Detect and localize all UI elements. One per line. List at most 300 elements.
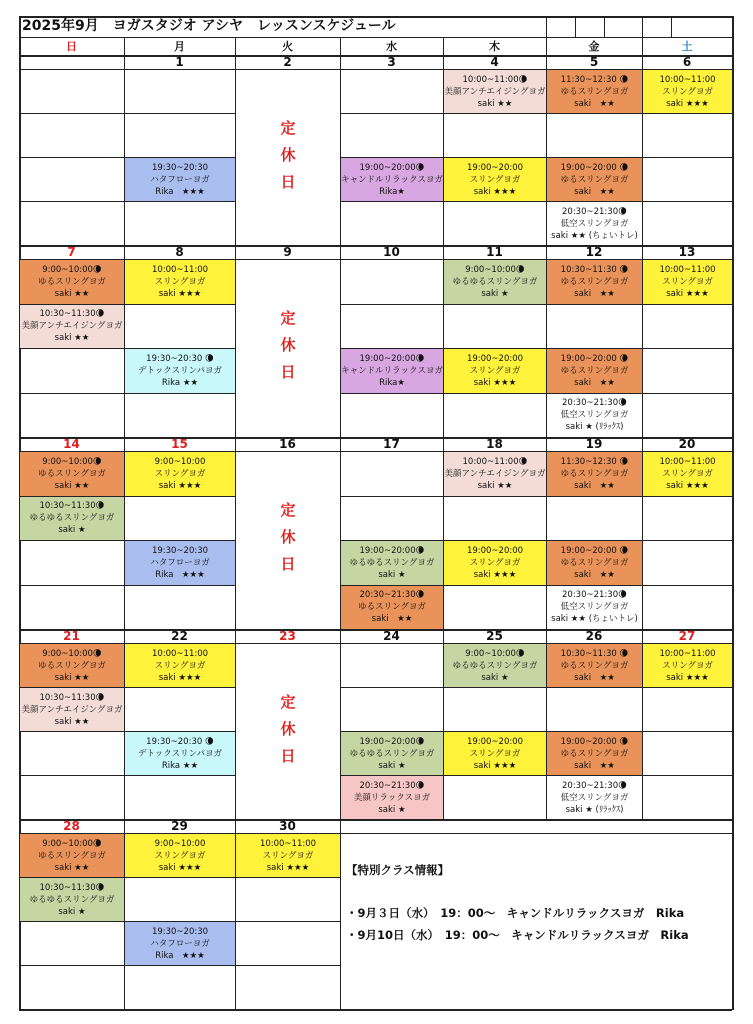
class-slot[interactable]	[125, 541, 235, 585]
class-name: ゆるゆるスリングヨガ	[349, 557, 435, 568]
class-instructor: saki ★ (ﾘﾗｯｸｽ)	[565, 804, 624, 815]
slot-line	[546, 113, 642, 114]
class-name: ゆるスリングヨガ	[560, 557, 629, 568]
class-name: ゆるスリングヨガ	[560, 276, 629, 287]
class-name: ゆるゆるスリングヨガ	[349, 748, 435, 759]
slot-line	[443, 775, 546, 776]
class-time: 19:00~20:00	[466, 545, 524, 556]
closed-char: 日	[280, 555, 296, 573]
day-number: 19	[585, 437, 603, 451]
day-number: 5	[589, 55, 599, 69]
class-slot[interactable]	[20, 688, 124, 731]
weekday-label: 火	[282, 40, 293, 53]
class-time: 19:00~20:00🌘	[359, 353, 425, 364]
class-instructor: saki ★	[481, 672, 509, 683]
class-time: 10:30~11:30 🌘	[560, 648, 629, 659]
class-time: 19:30~20:30	[151, 545, 209, 556]
slot-line	[642, 585, 732, 586]
class-slot[interactable]	[547, 158, 642, 201]
class-slot[interactable]	[20, 834, 124, 877]
class-instructor: saki ★★★	[473, 186, 517, 197]
slot-line	[642, 157, 732, 158]
class-time: 19:00~20:00 🌘	[560, 353, 629, 364]
special-class-item: ・9月３日（水） 19：00～ キャンドルリラックスヨガ Rika	[346, 906, 685, 920]
class-slot[interactable]	[547, 349, 642, 393]
class-name: 美顔アンチエイジングヨガ	[21, 321, 123, 332]
class-slot[interactable]	[547, 70, 642, 113]
slot-line	[19, 113, 124, 114]
class-name: キャンドルリラックスヨガ	[341, 174, 443, 185]
class-name: 低空スリングヨガ	[560, 218, 629, 229]
class-instructor: Rika ★★	[161, 377, 199, 388]
class-slot[interactable]	[444, 260, 546, 304]
class-instructor: saki ★★	[54, 672, 90, 683]
class-slot[interactable]	[444, 732, 546, 775]
class-slot[interactable]	[125, 349, 235, 393]
class-name: ゆるゆるスリングヨガ	[452, 276, 538, 287]
class-slot[interactable]	[125, 922, 235, 965]
slot-line	[340, 113, 443, 114]
class-instructor: saki ★★	[54, 716, 90, 727]
day-number: 14	[63, 437, 80, 451]
slot-line	[443, 496, 546, 497]
class-instructor: saki ★	[378, 804, 406, 815]
day-number: 21	[63, 629, 80, 643]
weekday-label: 土	[681, 40, 693, 53]
slot-line	[235, 877, 340, 878]
class-time: 11:30~12:30 🌘	[560, 74, 629, 85]
class-slot[interactable]	[236, 834, 340, 877]
slot-line	[124, 393, 235, 394]
slot-line	[443, 113, 546, 114]
class-time: 9:00~10:00🌘	[465, 648, 525, 659]
class-name: 美顔アンチエイジングヨガ	[21, 704, 123, 715]
class-instructor: saki ★	[481, 288, 509, 299]
class-name: スリングヨガ	[469, 365, 521, 376]
closed-char: 休	[280, 720, 296, 738]
class-slot[interactable]	[20, 452, 124, 496]
class-time: 10:00~11:00	[151, 264, 209, 275]
class-instructor: saki ★★★	[666, 672, 709, 683]
class-name: ゆるスリングヨガ	[560, 174, 629, 185]
class-name: 低空スリングヨガ	[560, 410, 629, 421]
class-slot[interactable]	[341, 732, 443, 775]
class-time: 20:30~21:30🌘	[562, 206, 627, 217]
day-number: 18	[486, 437, 503, 451]
day-number: 25	[486, 629, 503, 643]
class-instructor: saki ★★	[574, 569, 615, 580]
class-slot[interactable]	[341, 541, 443, 585]
class-name: 低空スリングヨガ	[560, 602, 629, 613]
slot-line	[642, 304, 732, 305]
class-time: 10:00~11:00	[259, 838, 317, 849]
slot-line	[340, 201, 443, 202]
class-time: 10:00~11:00	[659, 74, 716, 85]
class-name: スリングヨガ	[154, 850, 206, 861]
class-name: スリングヨガ	[662, 276, 713, 287]
slot-line	[124, 877, 235, 878]
class-time: 20:30~21:30🌘	[562, 780, 627, 791]
class-name: 美顔アンチエイジングヨガ	[444, 468, 546, 479]
slot-line	[642, 731, 732, 732]
class-time: 19:00~20:00	[466, 162, 524, 173]
slot-line	[124, 775, 235, 776]
class-slot[interactable]	[20, 497, 124, 541]
class-instructor: saki ★★★	[666, 480, 709, 491]
class-time: 19:30~20:30	[151, 162, 209, 173]
closed-day-marker	[235, 305, 341, 386]
class-time: 10:00~11:00🌘	[462, 74, 528, 85]
class-instructor: Rika ★★★	[155, 950, 205, 961]
class-slot[interactable]	[125, 158, 235, 201]
class-instructor: saki ★★	[574, 98, 615, 109]
day-number: 16	[279, 437, 296, 451]
class-name: ゆるスリングヨガ	[358, 602, 426, 613]
table-border-bottom	[19, 1009, 732, 1011]
title-cell-divider	[604, 16, 605, 37]
class-instructor: saki ★★	[477, 98, 513, 109]
slot-line	[19, 921, 124, 922]
class-slot[interactable]	[341, 158, 443, 201]
class-name: スリングヨガ	[469, 174, 521, 185]
class-time: 19:30~20:30 🌘	[146, 736, 214, 747]
class-slot[interactable]	[643, 452, 732, 496]
day-number: 8	[175, 245, 184, 259]
class-name: デトックスリンパヨガ	[137, 365, 223, 376]
class-slot[interactable]	[444, 541, 546, 585]
class-name: 美顔アンチエイジングヨガ	[444, 86, 546, 97]
slot-line	[642, 393, 732, 394]
slot-line	[124, 201, 235, 202]
weekday-label: 木	[489, 40, 500, 53]
closed-char: 日	[280, 363, 296, 381]
class-instructor: saki ★★★	[666, 98, 709, 109]
class-time: 19:00~20:00🌘	[359, 545, 425, 556]
slot-line	[642, 348, 732, 349]
class-time: 19:30~20:30 🌘	[146, 353, 214, 364]
slot-line	[19, 731, 124, 732]
slot-line	[124, 965, 235, 966]
title-cell-divider	[575, 16, 576, 37]
class-instructor: Rika ★★	[161, 760, 199, 771]
title-row-line	[19, 37, 732, 38]
class-time: 20:30~21:30🌘	[359, 590, 425, 601]
class-instructor: saki ★★	[574, 288, 615, 299]
class-instructor: saki ★★	[574, 186, 615, 197]
class-time: 19:00~20:00🌘	[359, 162, 425, 173]
day-number: 7	[67, 245, 76, 259]
class-time: 10:30~11:30🌘	[39, 692, 105, 703]
class-name: ゆるスリングヨガ	[38, 276, 106, 287]
class-slot[interactable]	[444, 70, 546, 113]
class-slot[interactable]	[20, 260, 124, 304]
slot-line	[19, 540, 124, 541]
class-name: ゆるスリングヨガ	[560, 660, 629, 671]
class-instructor: saki ★★★	[158, 480, 202, 491]
class-name: 美顔リラックスヨガ	[353, 792, 431, 803]
class-instructor: Rika★	[379, 377, 405, 388]
class-name: ゆるスリングヨガ	[38, 468, 106, 479]
class-instructor: saki ★	[58, 906, 86, 917]
class-name: スリングヨガ	[662, 86, 713, 97]
slot-line	[642, 113, 732, 114]
class-slot[interactable]	[547, 541, 642, 585]
class-slot[interactable]	[125, 260, 235, 304]
class-time: 10:00~11:00	[659, 456, 716, 467]
class-instructor: Rika ★★★	[155, 569, 205, 580]
class-slot[interactable]	[444, 158, 546, 201]
class-slot[interactable]	[643, 644, 732, 687]
class-slot[interactable]	[20, 878, 124, 921]
slot-line	[443, 201, 546, 202]
closed-day-marker	[235, 497, 341, 578]
slot-line	[443, 585, 546, 586]
slot-line	[546, 496, 642, 497]
slot-line	[443, 304, 546, 305]
class-slot[interactable]	[444, 644, 546, 687]
day-number: 4	[490, 55, 499, 69]
class-instructor: saki ★★★	[473, 760, 517, 771]
slot-line	[546, 687, 642, 688]
class-name: ゆるスリングヨガ	[38, 660, 106, 671]
closed-char: 日	[280, 747, 296, 765]
class-time: 10:30~11:30🌘	[39, 882, 105, 893]
title-cell-divider	[671, 16, 672, 37]
closed-char: 休	[280, 528, 296, 546]
column-divider	[340, 819, 341, 1009]
slot-line	[642, 540, 732, 541]
day-number: 23	[279, 629, 296, 643]
slot-line	[235, 921, 340, 922]
class-instructor: saki ★★★	[473, 377, 517, 388]
slot-line	[642, 775, 732, 776]
day-number: 12	[585, 245, 603, 259]
special-class-item: ・9月10日（水） 19：00～ キャンドルリラックスヨガ Rika	[346, 928, 689, 942]
slot-line	[443, 393, 546, 394]
day-number: 22	[171, 629, 188, 643]
day-number: 26	[585, 629, 603, 643]
class-time: 10:30~11:30🌘	[39, 501, 105, 512]
class-time: 19:00~20:00 🌘	[560, 162, 629, 173]
slot-line	[19, 348, 124, 349]
slot-line	[124, 585, 235, 586]
class-slot[interactable]	[341, 776, 443, 819]
class-instructor: saki ★★	[54, 480, 90, 491]
class-instructor: saki ★★	[574, 377, 615, 388]
class-instructor: saki ★	[378, 760, 406, 771]
class-name: スリングヨガ	[469, 748, 521, 759]
class-instructor: Rika ★★★	[155, 186, 205, 197]
class-time: 10:00~11:00	[151, 648, 209, 659]
class-slot[interactable]	[547, 776, 642, 819]
class-instructor: Rika★	[379, 186, 405, 197]
class-time: 19:00~20:00	[466, 353, 524, 364]
class-name: ゆるゆるスリングヨガ	[452, 660, 538, 671]
slot-line	[19, 201, 124, 202]
class-time: 19:00~20:00 🌘	[560, 736, 629, 747]
class-name: スリングヨガ	[154, 468, 206, 479]
class-name: スリングヨガ	[662, 468, 713, 479]
class-slot[interactable]	[547, 260, 642, 304]
class-time: 20:30~21:30🌘	[359, 780, 425, 791]
class-name: スリングヨガ	[154, 276, 206, 287]
table-border-right	[732, 16, 734, 1010]
weekday-label: 水	[386, 40, 397, 53]
slot-line	[19, 775, 124, 776]
day-number: 3	[387, 55, 396, 69]
class-slot[interactable]	[341, 586, 443, 630]
class-time: 10:00~11:00	[659, 648, 716, 659]
slot-line	[340, 496, 443, 497]
class-name: ゆるスリングヨガ	[560, 468, 629, 479]
closed-char: 定	[280, 119, 296, 137]
class-name: ゆるスリングヨガ	[560, 365, 629, 376]
title-cell-divider	[546, 16, 547, 37]
slot-line	[642, 687, 732, 688]
class-time: 9:00~10:00	[154, 456, 206, 467]
class-instructor: saki ★★	[54, 288, 90, 299]
class-instructor: saki ★ (ﾘﾗｯｸｽ)	[565, 422, 624, 433]
closed-char: 定	[280, 693, 296, 711]
class-instructor: saki ★★	[477, 480, 513, 491]
class-name: スリングヨガ	[469, 557, 521, 568]
class-name: キャンドルリラックスヨガ	[341, 365, 443, 376]
class-slot[interactable]	[125, 732, 235, 775]
slot-line	[340, 304, 443, 305]
class-instructor: saki ★★	[54, 333, 90, 344]
class-slot[interactable]	[547, 644, 642, 687]
class-time: 11:30~12:30 🌘	[560, 456, 629, 467]
closed-char: 休	[280, 336, 296, 354]
class-instructor: saki ★★	[574, 672, 615, 683]
class-instructor: saki ★★	[574, 480, 615, 491]
slot-line	[124, 113, 235, 114]
slot-line	[124, 687, 235, 688]
class-slot[interactable]	[20, 644, 124, 687]
class-instructor: saki ★★★	[473, 569, 517, 580]
class-slot[interactable]	[643, 260, 732, 304]
class-slot[interactable]	[444, 349, 546, 393]
day-number: 1	[175, 55, 184, 69]
day-number: 9	[283, 245, 292, 259]
day-number: 24	[383, 629, 400, 643]
class-name: デトックスリンパヨガ	[137, 748, 223, 759]
class-name: ゆるゆるスリングヨガ	[29, 513, 115, 524]
class-slot[interactable]	[125, 452, 235, 496]
class-slot[interactable]	[547, 394, 642, 438]
class-time: 9:00~10:00	[154, 838, 206, 849]
class-name: ハタフローヨガ	[150, 174, 210, 185]
class-instructor: saki ★	[378, 569, 406, 580]
day-number: 28	[63, 819, 80, 833]
page-title: 2025年9月 ヨガスタジオ アシヤ レッスンスケジュール	[22, 18, 396, 34]
closed-char: 休	[280, 146, 296, 164]
class-slot[interactable]	[547, 202, 642, 245]
class-slot[interactable]	[547, 452, 642, 496]
slot-line	[642, 496, 732, 497]
class-instructor: saki ★★★	[158, 862, 202, 873]
class-time: 10:30~11:30🌘	[39, 309, 105, 320]
class-slot[interactable]	[341, 349, 443, 393]
class-slot[interactable]	[20, 305, 124, 349]
slot-line	[642, 201, 732, 202]
class-instructor: saki ★★ (ちょいトレ)	[551, 230, 638, 241]
weekday-label: 日	[66, 40, 77, 53]
class-name: ゆるゆるスリングヨガ	[29, 894, 115, 905]
slot-line	[19, 393, 124, 394]
class-instructor: saki ★★	[574, 760, 615, 771]
closed-char: 定	[280, 501, 296, 519]
class-name: 低空スリングヨガ	[560, 792, 629, 803]
class-name: ゆるスリングヨガ	[38, 850, 106, 861]
class-instructor: saki ★★★	[666, 288, 709, 299]
class-time: 20:30~21:30🌘	[562, 590, 627, 601]
class-time: 19:00~20:00🌘	[359, 736, 425, 747]
class-time: 19:00~20:00 🌘	[560, 545, 629, 556]
weekday-label: 月	[174, 40, 185, 53]
class-time: 9:00~10:00🌘	[42, 838, 102, 849]
slot-line	[19, 965, 124, 966]
slot-line	[340, 687, 443, 688]
class-slot[interactable]	[125, 834, 235, 877]
day-number: 15	[171, 437, 188, 451]
class-name: スリングヨガ	[662, 660, 713, 671]
slot-line	[124, 496, 235, 497]
slot-line	[124, 304, 235, 305]
class-time: 10:00~11:00🌘	[462, 456, 528, 467]
class-name: ゆるスリングヨガ	[560, 86, 629, 97]
class-instructor: saki ★★	[371, 614, 413, 625]
slot-line	[19, 157, 124, 158]
class-name: ハタフローヨガ	[150, 938, 210, 949]
slot-line	[546, 304, 642, 305]
class-time: 19:00~20:00	[466, 736, 524, 747]
class-slot[interactable]	[547, 732, 642, 775]
slot-line	[19, 585, 124, 586]
slot-line	[340, 393, 443, 394]
class-instructor: saki ★★	[54, 862, 90, 873]
class-instructor: saki ★★ (ちょいトレ)	[551, 614, 638, 625]
class-time: 9:00~10:00🌘	[465, 264, 525, 275]
day-number: 20	[678, 437, 696, 451]
closed-day-marker	[235, 689, 341, 770]
day-number: 13	[678, 245, 696, 259]
class-time: 9:00~10:00🌘	[42, 456, 102, 467]
class-time: 20:30~21:30🌘	[562, 398, 627, 409]
class-name: ゆるスリングヨガ	[560, 748, 629, 759]
class-name: ハタフローヨガ	[150, 557, 210, 568]
class-instructor: saki ★	[58, 525, 86, 536]
class-time: 10:30~11:30 🌘	[560, 264, 629, 275]
day-number: 30	[279, 819, 296, 833]
class-name: スリングヨガ	[262, 850, 314, 861]
closed-char: 定	[280, 309, 296, 327]
day-number: 29	[171, 819, 188, 833]
class-slot[interactable]	[547, 586, 642, 630]
class-slot[interactable]	[444, 452, 546, 496]
day-number: 11	[486, 245, 503, 259]
column-divider	[124, 55, 125, 245]
day-number: 27	[678, 629, 696, 643]
class-slot[interactable]	[125, 644, 235, 687]
class-slot[interactable]	[643, 70, 732, 113]
day-number: 10	[383, 245, 400, 259]
class-instructor: saki ★★★	[158, 288, 202, 299]
class-time: 9:00~10:00🌘	[42, 264, 102, 275]
slot-line	[235, 965, 340, 966]
day-number: 17	[383, 437, 400, 451]
class-time: 10:00~11:00	[659, 264, 716, 275]
